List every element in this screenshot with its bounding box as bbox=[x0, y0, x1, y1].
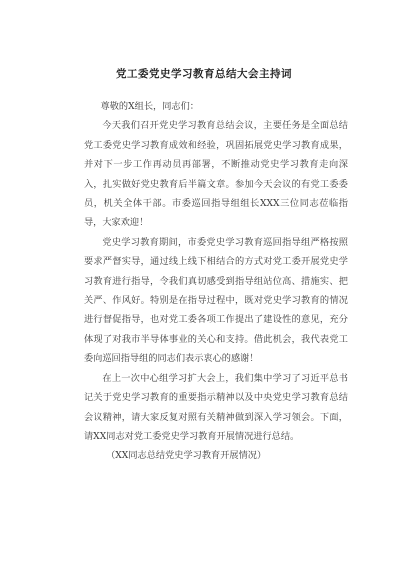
paragraph-opening: 今天我们召开党史学习教育总结会议，主要任务是全面总结党工委党史学习教育成效和经验，巩固拓展党史学习教育成果，并对下一步工作再动员再部署，不断推动党史学习教育走向深入，扎实做好党史教育后半篇文章。参加今天会议的有党工委委员，机关全体干部。市委巡回指导组组长XXX三位同志莅临指导，大家欢迎！ bbox=[84, 120, 348, 229]
salutation: 尊敬的X组长，同志们： bbox=[100, 101, 199, 112]
document-title: 党工委党史学习教育总结大会主持词 bbox=[116, 68, 292, 80]
paragraph-summary-intro: 在上一次中心组学习扩大会上，我们集中学习了习近平总书记关于党史学习教育的重要指示精神以及中央党史学习教育总结会议精神，请大家反复对照有关精神做到深入学习领会。下面，请XX同志对党工委党史学习教育开展情况进行总结。 bbox=[84, 372, 348, 442]
stage-note: （XX同志总结党史学习教育开展情况） bbox=[106, 450, 267, 462]
paragraph-guidance: 党史学习教育期间，市委党史学习教育巡回指导组严格按照要求严督实导，通过线上线下相结合的方式对党工委开展党史学习教育进行指导，令我们真切感受到指导组站位高、措施实、把关严、作风好。特别是在指导过程中，既对党史学习教育的情况进行督促指导，也对党工委各项工作提出了建设性的意见，充分体现了对我市半导体事业的关心和支持。借此机会，我代表党工委向巡回指导组的同志们表示衷心的感谢！ bbox=[84, 236, 348, 365]
document-body bbox=[84, 97, 348, 466]
